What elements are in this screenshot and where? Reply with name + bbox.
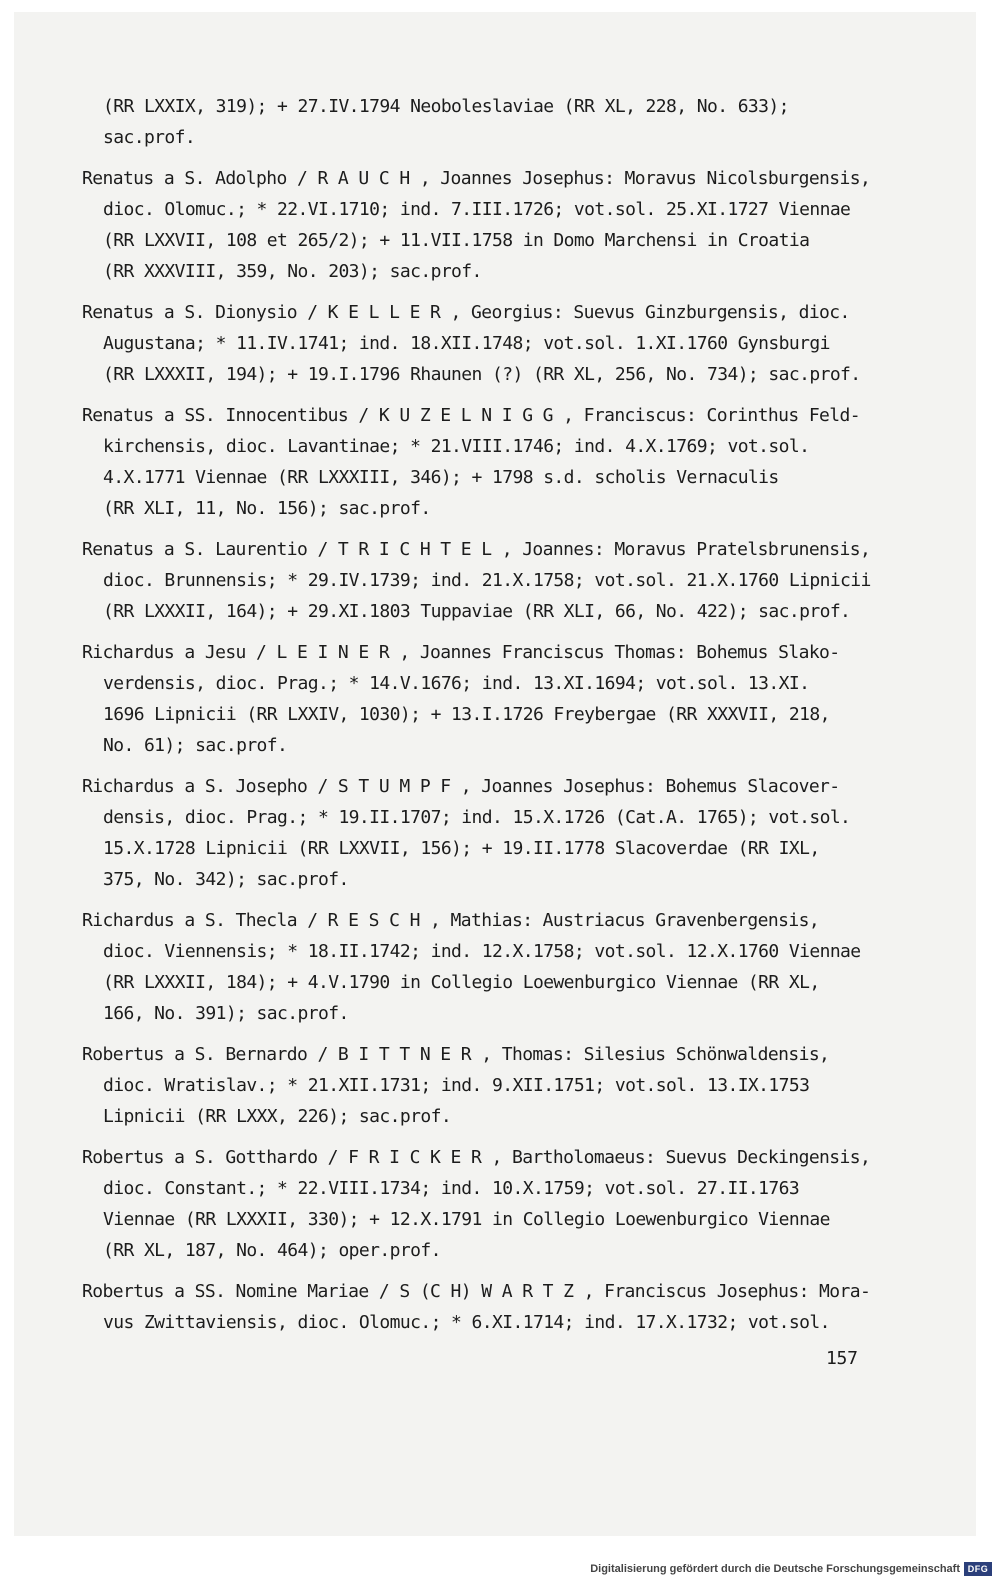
entry-line: (RR XXXVIII, 359, No. 203); sac.prof. xyxy=(103,261,482,282)
entry-renatus-rauch xyxy=(82,163,882,287)
entry-line: dioc. Olomuc.; * 22.VI.1710; ind. 7.III.1726; vot.sol. 25.XI.1727 Viennae xyxy=(103,199,851,220)
entry-line: 166, No. 391); sac.prof. xyxy=(103,1003,349,1024)
entry-line: sac.prof. xyxy=(103,127,196,148)
entry-line: dioc. Wratislav.; * 21.XII.1731; ind. 9.XII.1751; vot.sol. 13.IX.1753 xyxy=(103,1075,810,1096)
entry-richardus-leiner xyxy=(82,637,882,761)
entry-line: 375, No. 342); sac.prof. xyxy=(103,869,349,890)
entry-line: No. 61); sac.prof. xyxy=(103,735,288,756)
entry-line: (RR LXXVII, 108 et 265/2); + 11.VII.1758 in Domo Marchensi in Croatia xyxy=(103,230,810,251)
entry-renatus-keller xyxy=(82,297,882,390)
entry-richardus-resch xyxy=(82,905,882,1029)
entry-line: Renatus a SS. Innocentibus / K U Z E L N I G G , Franciscus: Corinthus Feld- xyxy=(82,405,861,426)
entry-line: Renatus a S. Adolpho / R A U C H , Joannes Josephus: Moravus Nicolsburgensis, xyxy=(82,168,871,189)
entry-robertus-schwartz xyxy=(82,1276,882,1338)
entry-line: Richardus a Jesu / L E I N E R , Joannes Franciscus Thomas: Bohemus Slako- xyxy=(82,642,840,663)
entry-line: 4.X.1771 Viennae (RR LXXXIII, 346); + 1798 s.d. scholis Vernaculis xyxy=(103,467,779,488)
entry-line: Renatus a S. Laurentio / T R I C H T E L , Joannes: Moravus Pratelsbrunensis, xyxy=(82,539,871,560)
entry-line: (RR XL, 187, No. 464); oper.prof. xyxy=(103,1240,441,1261)
entry-continuation xyxy=(82,91,882,153)
entry-line: (RR LXXXII, 164); + 29.XI.1803 Tuppaviae (RR XLI, 66, No. 422); sac.prof. xyxy=(103,601,851,622)
entry-line: Richardus a S. Thecla / R E S C H , Mathias: Austriacus Gravenbergensis, xyxy=(82,910,820,931)
entry-line: vus Zwittaviensis, dioc. Olomuc.; * 6.XI.1714; ind. 17.X.1732; vot.sol. xyxy=(103,1312,830,1333)
footer-text: Digitalisierung gefördert durch die Deutsche Forschungsgemeinschaft xyxy=(590,1563,960,1575)
entry-line: (RR LXXIX, 319); + 27.IV.1794 Neoboleslaviae (RR XL, 228, No. 633); xyxy=(103,96,789,117)
entry-line: Viennae (RR LXXXII, 330); + 12.X.1791 in Collegio Loewenburgico Viennae xyxy=(103,1209,830,1230)
entry-line: Augustana; * 11.IV.1741; ind. 18.XII.1748; vot.sol. 1.XI.1760 Gynsburgi xyxy=(103,333,830,354)
footer-funding-note xyxy=(590,1558,992,1580)
entry-line: dioc. Viennensis; * 18.II.1742; ind. 12.X.1758; vot.sol. 12.X.1760 Viennae xyxy=(103,941,861,962)
page-number: 157 xyxy=(826,1348,858,1369)
entry-line: Robertus a SS. Nomine Mariae / S (C H) W A R T Z , Franciscus Josephus: Mora- xyxy=(82,1281,871,1302)
entry-line: Robertus a S. Gotthardo / F R I C K E R , Bartholomaeus: Suevus Deckingensis, xyxy=(82,1147,871,1168)
entry-line: verdensis, dioc. Prag.; * 14.V.1676; ind. 13.XI.1694; vot.sol. 13.XI. xyxy=(103,673,810,694)
entry-line: dioc. Constant.; * 22.VIII.1734; ind. 10.X.1759; vot.sol. 27.II.1763 xyxy=(103,1178,800,1199)
document-body xyxy=(82,91,882,1348)
entry-line: Richardus a S. Josepho / S T U M P F , Joannes Josephus: Bohemus Slacover- xyxy=(82,776,840,797)
entry-line: densis, dioc. Prag.; * 19.II.1707; ind. 15.X.1726 (Cat.A. 1765); vot.sol. xyxy=(103,807,851,828)
entry-renatus-kuzelnigg xyxy=(82,400,882,524)
entry-line: kirchensis, dioc. Lavantinae; * 21.VIII.1746; ind. 4.X.1769; vot.sol. xyxy=(103,436,810,457)
entry-robertus-bittner xyxy=(82,1039,882,1132)
entry-line: (RR XLI, 11, No. 156); sac.prof. xyxy=(103,498,431,519)
dfg-logo-icon: DFG xyxy=(964,1562,992,1576)
entry-line: Robertus a S. Bernardo / B I T T N E R , Thomas: Silesius Schönwaldensis, xyxy=(82,1044,830,1065)
entry-robertus-fricker xyxy=(82,1142,882,1266)
entry-richardus-stumpf xyxy=(82,771,882,895)
entry-line: 15.X.1728 Lipnicii (RR LXXVII, 156); + 19.II.1778 Slacoverdae (RR IXL, xyxy=(103,838,820,859)
entry-line: Lipnicii (RR LXXX, 226); sac.prof. xyxy=(103,1106,452,1127)
entry-renatus-trichtel xyxy=(82,534,882,627)
entry-line: 1696 Lipnicii (RR LXXIV, 1030); + 13.I.1726 Freybergae (RR XXXVII, 218, xyxy=(103,704,830,725)
entry-line: Renatus a S. Dionysio / K E L L E R , Georgius: Suevus Ginzburgensis, dioc. xyxy=(82,302,850,323)
entry-line: dioc. Brunnensis; * 29.IV.1739; ind. 21.X.1758; vot.sol. 21.X.1760 Lipnicii xyxy=(103,570,871,591)
entry-line: (RR LXXXII, 194); + 19.I.1796 Rhaunen (?) (RR XL, 256, No. 734); sac.prof. xyxy=(103,364,861,385)
entry-line: (RR LXXXII, 184); + 4.V.1790 in Collegio Loewenburgico Viennae (RR XL, xyxy=(103,972,820,993)
